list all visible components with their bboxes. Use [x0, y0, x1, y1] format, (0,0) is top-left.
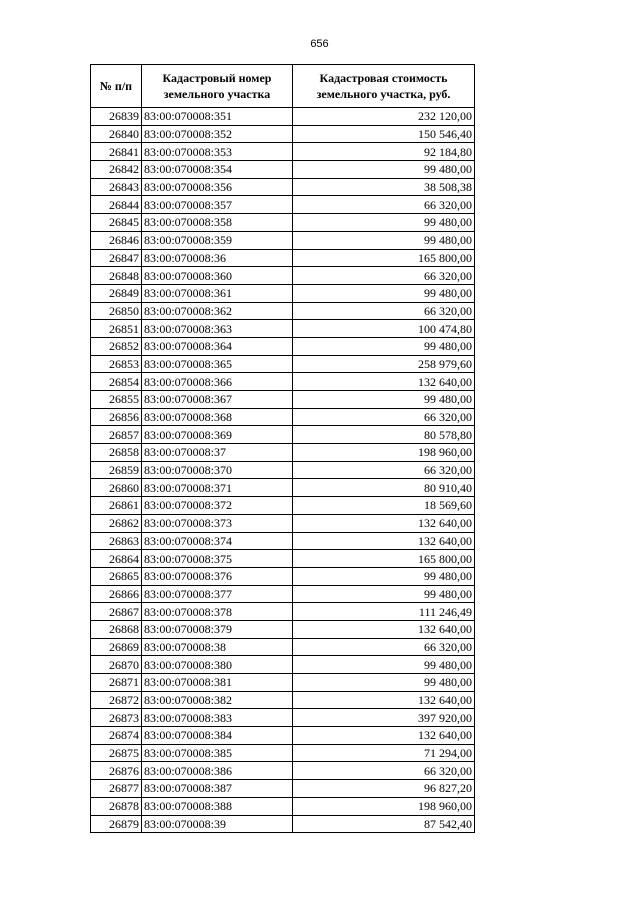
- row-number: 26872: [91, 691, 142, 709]
- cadastral-number: 83:00:070008:361: [142, 284, 293, 302]
- cadastral-number: 83:00:070008:382: [142, 691, 293, 709]
- cadastral-value: 99 480,00: [293, 161, 475, 179]
- row-number: 26869: [91, 638, 142, 656]
- table-row: [91, 780, 475, 798]
- table-row: [91, 461, 475, 479]
- row-number: 26862: [91, 514, 142, 532]
- cadastral-value: 165 800,00: [293, 249, 475, 267]
- cadastral-value: 66 320,00: [293, 267, 475, 285]
- cadastral-number: 83:00:070008:376: [142, 567, 293, 585]
- row-number: 26874: [91, 727, 142, 745]
- cadastral-value: 132 640,00: [293, 514, 475, 532]
- table-row: [91, 674, 475, 692]
- row-number: 26846: [91, 231, 142, 249]
- row-number: 26870: [91, 656, 142, 674]
- row-number: 26845: [91, 214, 142, 232]
- row-number: 26867: [91, 603, 142, 621]
- table-row: [91, 550, 475, 568]
- row-number: 26851: [91, 320, 142, 338]
- cadastral-number: 83:00:070008:380: [142, 656, 293, 674]
- cadastral-value: 397 920,00: [293, 709, 475, 727]
- cadastral-number: 83:00:070008:351: [142, 108, 293, 126]
- cadastral-number: 83:00:070008:362: [142, 302, 293, 320]
- header-cadastral-value: Кадастровая стоимость земельного участка, руб.: [293, 65, 475, 108]
- row-number: 26843: [91, 178, 142, 196]
- row-number: 26857: [91, 426, 142, 444]
- cadastral-value: 66 320,00: [293, 408, 475, 426]
- table-row: [91, 267, 475, 285]
- row-number: 26852: [91, 337, 142, 355]
- table-row: [91, 178, 475, 196]
- table-row: [91, 603, 475, 621]
- cadastral-number: 83:00:070008:356: [142, 178, 293, 196]
- cadastral-value: 18 569,60: [293, 497, 475, 515]
- row-number: 26855: [91, 391, 142, 409]
- cadastral-value: 99 480,00: [293, 284, 475, 302]
- table-header-row: [91, 65, 475, 108]
- row-number: 26849: [91, 284, 142, 302]
- row-number: 26856: [91, 408, 142, 426]
- cadastral-number: 83:00:070008:37: [142, 444, 293, 462]
- cadastral-number: 83:00:070008:370: [142, 461, 293, 479]
- row-number: 26842: [91, 161, 142, 179]
- cadastral-value: 111 246,49: [293, 603, 475, 621]
- cadastral-value: 99 480,00: [293, 674, 475, 692]
- table-row: [91, 567, 475, 585]
- cadastral-number: 83:00:070008:373: [142, 514, 293, 532]
- table-row: [91, 638, 475, 656]
- cadastral-number: 83:00:070008:353: [142, 143, 293, 161]
- cadastral-value: 66 320,00: [293, 302, 475, 320]
- row-number: 26841: [91, 143, 142, 161]
- cadastral-value: 198 960,00: [293, 444, 475, 462]
- row-number: 26858: [91, 444, 142, 462]
- cadastral-number: 83:00:070008:357: [142, 196, 293, 214]
- row-number: 26853: [91, 355, 142, 373]
- cadastral-number: 83:00:070008:358: [142, 214, 293, 232]
- cadastral-value: 99 480,00: [293, 231, 475, 249]
- cadastral-number: 83:00:070008:388: [142, 797, 293, 815]
- table-row: [91, 514, 475, 532]
- cadastral-number: 83:00:070008:369: [142, 426, 293, 444]
- table-row: [91, 249, 475, 267]
- table-row: [91, 709, 475, 727]
- cadastral-value: 132 640,00: [293, 373, 475, 391]
- cadastral-value: 99 480,00: [293, 656, 475, 674]
- table-row: [91, 373, 475, 391]
- table-row: [91, 302, 475, 320]
- cadastral-value: 80 910,40: [293, 479, 475, 497]
- cadastral-value: 66 320,00: [293, 638, 475, 656]
- cadastral-number: 83:00:070008:383: [142, 709, 293, 727]
- row-number: 26868: [91, 620, 142, 638]
- cadastral-number: 83:00:070008:386: [142, 762, 293, 780]
- cadastral-value: 132 640,00: [293, 727, 475, 745]
- header-cadastral-number: Кадастровый номер земельного участка: [142, 65, 293, 108]
- cadastral-value: 99 480,00: [293, 337, 475, 355]
- cadastral-number: 83:00:070008:385: [142, 744, 293, 762]
- cadastral-number: 83:00:070008:360: [142, 267, 293, 285]
- cadastral-number: 83:00:070008:377: [142, 585, 293, 603]
- row-number: 26875: [91, 744, 142, 762]
- page-number: 656: [310, 38, 329, 50]
- table-row: [91, 479, 475, 497]
- cadastral-value: 96 827,20: [293, 780, 475, 798]
- row-number: 26866: [91, 585, 142, 603]
- cadastral-number: 83:00:070008:366: [142, 373, 293, 391]
- row-number: 26873: [91, 709, 142, 727]
- cadastral-value: 66 320,00: [293, 196, 475, 214]
- row-number: 26848: [91, 267, 142, 285]
- cadastral-number: 83:00:070008:378: [142, 603, 293, 621]
- cadastral-number: 83:00:070008:364: [142, 337, 293, 355]
- table-row: [91, 797, 475, 815]
- cadastral-number: 83:00:070008:372: [142, 497, 293, 515]
- cadastral-value: 99 480,00: [293, 391, 475, 409]
- table-row: [91, 656, 475, 674]
- cadastral-number: 83:00:070008:387: [142, 780, 293, 798]
- table-row: [91, 532, 475, 550]
- cadastral-number: 83:00:070008:371: [142, 479, 293, 497]
- table-row: [91, 231, 475, 249]
- cadastral-value: 132 640,00: [293, 691, 475, 709]
- cadastral-value: 100 474,80: [293, 320, 475, 338]
- row-number: 26879: [91, 815, 142, 833]
- cadastral-value: 92 184,80: [293, 143, 475, 161]
- table-row: [91, 391, 475, 409]
- cadastral-value: 150 546,40: [293, 125, 475, 143]
- cadastral-number: 83:00:070008:379: [142, 620, 293, 638]
- table-row: [91, 497, 475, 515]
- cadastral-value: 99 480,00: [293, 567, 475, 585]
- cadastral-value: 80 578,80: [293, 426, 475, 444]
- table-row: [91, 214, 475, 232]
- table-row: [91, 355, 475, 373]
- cadastral-value: 232 120,00: [293, 108, 475, 126]
- table-row: [91, 691, 475, 709]
- table-row: [91, 727, 475, 745]
- cadastral-value: 132 640,00: [293, 532, 475, 550]
- table-row: [91, 108, 475, 126]
- cadastral-number: 83:00:070008:39: [142, 815, 293, 833]
- table-row: [91, 161, 475, 179]
- table-row: [91, 320, 475, 338]
- table-row: [91, 444, 475, 462]
- cadastral-number: 83:00:070008:354: [142, 161, 293, 179]
- row-number: 26877: [91, 780, 142, 798]
- cadastral-value: 87 542,40: [293, 815, 475, 833]
- cadastral-number: 83:00:070008:36: [142, 249, 293, 267]
- table-row: [91, 125, 475, 143]
- cadastral-value: 258 979,60: [293, 355, 475, 373]
- cadastral-number: 83:00:070008:367: [142, 391, 293, 409]
- row-number: 26839: [91, 108, 142, 126]
- table-row: [91, 337, 475, 355]
- cadastral-number: 83:00:070008:352: [142, 125, 293, 143]
- row-number: 26844: [91, 196, 142, 214]
- table-row: [91, 744, 475, 762]
- cadastral-number: 83:00:070008:365: [142, 355, 293, 373]
- table-row: [91, 143, 475, 161]
- table-row: [91, 585, 475, 603]
- cadastral-number: 83:00:070008:384: [142, 727, 293, 745]
- cadastral-value: 66 320,00: [293, 461, 475, 479]
- row-number: 26876: [91, 762, 142, 780]
- row-number: 26847: [91, 249, 142, 267]
- cadastral-value: 38 508,38: [293, 178, 475, 196]
- cadastral-value: 99 480,00: [293, 585, 475, 603]
- cadastral-number: 83:00:070008:363: [142, 320, 293, 338]
- cadastral-number: 83:00:070008:368: [142, 408, 293, 426]
- cadastral-value: 71 294,00: [293, 744, 475, 762]
- cadastral-number: 83:00:070008:359: [142, 231, 293, 249]
- row-number: 26878: [91, 797, 142, 815]
- cadastral-value: 198 960,00: [293, 797, 475, 815]
- row-number: 26840: [91, 125, 142, 143]
- table-row: [91, 284, 475, 302]
- row-number: 26860: [91, 479, 142, 497]
- row-number: 26871: [91, 674, 142, 692]
- cadastral-number: 83:00:070008:38: [142, 638, 293, 656]
- row-number: 26850: [91, 302, 142, 320]
- row-number: 26861: [91, 497, 142, 515]
- table-row: [91, 815, 475, 833]
- cadastral-number: 83:00:070008:381: [142, 674, 293, 692]
- table-row: [91, 426, 475, 444]
- row-number: 26859: [91, 461, 142, 479]
- row-number: 26864: [91, 550, 142, 568]
- table-body: [91, 108, 475, 833]
- row-number: 26854: [91, 373, 142, 391]
- row-number: 26865: [91, 567, 142, 585]
- table-row: [91, 408, 475, 426]
- cadastral-value: 165 800,00: [293, 550, 475, 568]
- cadastral-value: 66 320,00: [293, 762, 475, 780]
- cadastral-value-table: [90, 64, 475, 833]
- cadastral-value: 99 480,00: [293, 214, 475, 232]
- cadastral-value: 132 640,00: [293, 620, 475, 638]
- cadastral-number: 83:00:070008:375: [142, 550, 293, 568]
- header-number: № п/п: [91, 65, 142, 108]
- row-number: 26863: [91, 532, 142, 550]
- cadastral-number: 83:00:070008:374: [142, 532, 293, 550]
- table-row: [91, 196, 475, 214]
- table-row: [91, 762, 475, 780]
- table-row: [91, 620, 475, 638]
